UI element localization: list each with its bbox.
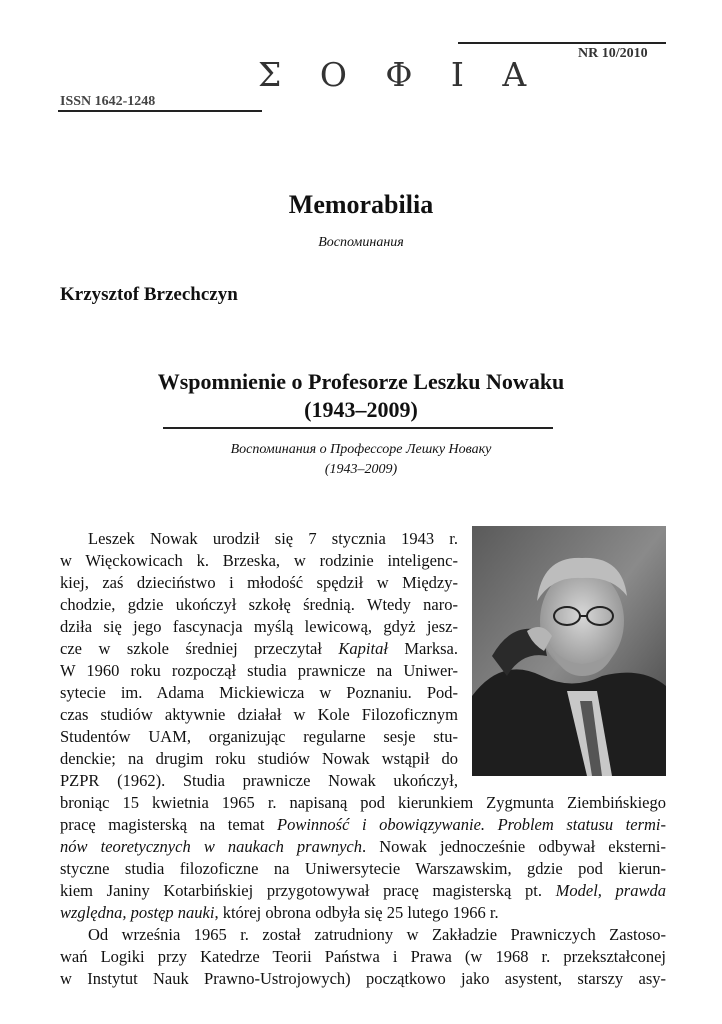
author-name: Krzysztof Brzechczyn [60, 284, 238, 305]
body-line-4: chodzie, gdzie ukończył szkołę średnią. Wtedy naro- [60, 595, 458, 614]
body-line-17: kiem Janiny Kotarbińskiej przygotowywał pracę magisterską pt. Model, prawda [60, 881, 666, 900]
article-title-line1: Wspomnienie o Profesorze Leszku Nowaku [157, 369, 565, 394]
header-rule-top [458, 42, 666, 44]
body-line-20: wań Logiki przy Katedrze Teorii Państwa i Prawa (w 1968 r. przekształconej [60, 947, 666, 966]
body-line-7: W 1960 roku rozpoczął studia prawnicze na Uniwer- [60, 661, 458, 680]
section-subtitle: Воспоминания [318, 235, 404, 250]
body-line-11: denckie; na drugim roku studiów Nowak wstąpił do [60, 749, 458, 768]
journal-name: Σ Ο Φ Ι Α [258, 55, 541, 94]
body-line-2: w Więckowicach k. Brzeska, w rodzinie inteligenc- [60, 551, 458, 570]
body-line-6: cze w szkole średniej przeczytał Kapitał Marksa. [60, 639, 458, 658]
body-line-14: pracę magisterską na temat Powinność i obowiązywanie. Problem statusu termi- [60, 815, 667, 834]
body-line-1: Leszek Nowak urodził się 7 stycznia 1943 r. [88, 529, 458, 548]
body-line-13: broniąc 15 kwietnia 1965 r. napisaną pod kierunkiem Zygmunta Ziembińskiego [60, 793, 666, 812]
article-title-line2: (1943–2009) [304, 397, 418, 422]
body-line-18: względna, postęp nauki, której obrona odbyła się 25 lutego 1966 r. [60, 903, 499, 922]
body-line-8: sytecie im. Adama Mickiewicza w Poznaniu. Pod- [60, 683, 458, 702]
article-title [100, 368, 622, 424]
article-title-ru [100, 440, 622, 480]
body-line-5: dziła się jego fascynacja myślą lewicową, gdyż jesz- [60, 617, 458, 636]
body-line-16: styczne studia filozoficzne na Uniwersytecie Warszawskim, gdzie pod kierun- [60, 859, 666, 878]
body-line-21: w Instytut Nauk Prawno-Ustrojowych) początkowo jako asystent, starszy asy- [60, 969, 666, 988]
body-line-15: nów teoretycznych w naukach prawnych. Nowak jednocześnie odbywał eksterni- [60, 837, 666, 856]
section-title: Memorabilia [288, 190, 434, 219]
body-line-3: kiej, zaś dzieciństwo i młodość spędził w Między- [60, 573, 458, 592]
body-line-9: czas studiów aktywnie działał w Kole Filozoficznym [60, 705, 458, 724]
body-line-10: Studentów UAM, organizując regularne sesje stu- [60, 727, 458, 746]
article-title-ru-line2: (1943–2009) [324, 462, 398, 477]
header-rule-bottom [58, 110, 262, 112]
portrait-photo [472, 526, 666, 776]
article-title-ru-line1: Воспоминания о Профессоре Лешку Новаку [230, 442, 492, 457]
issn: ISSN 1642-1248 [60, 94, 156, 109]
title-rule [163, 427, 553, 429]
body-line-12: PZPR (1962). Studia prawnicze Nowak ukończył, [60, 771, 458, 790]
issue-number: NR 10/2010 [578, 46, 648, 61]
body-line-19: Od września 1965 r. został zatrudniony w Zakładzie Prawniczych Zastoso- [88, 925, 666, 944]
